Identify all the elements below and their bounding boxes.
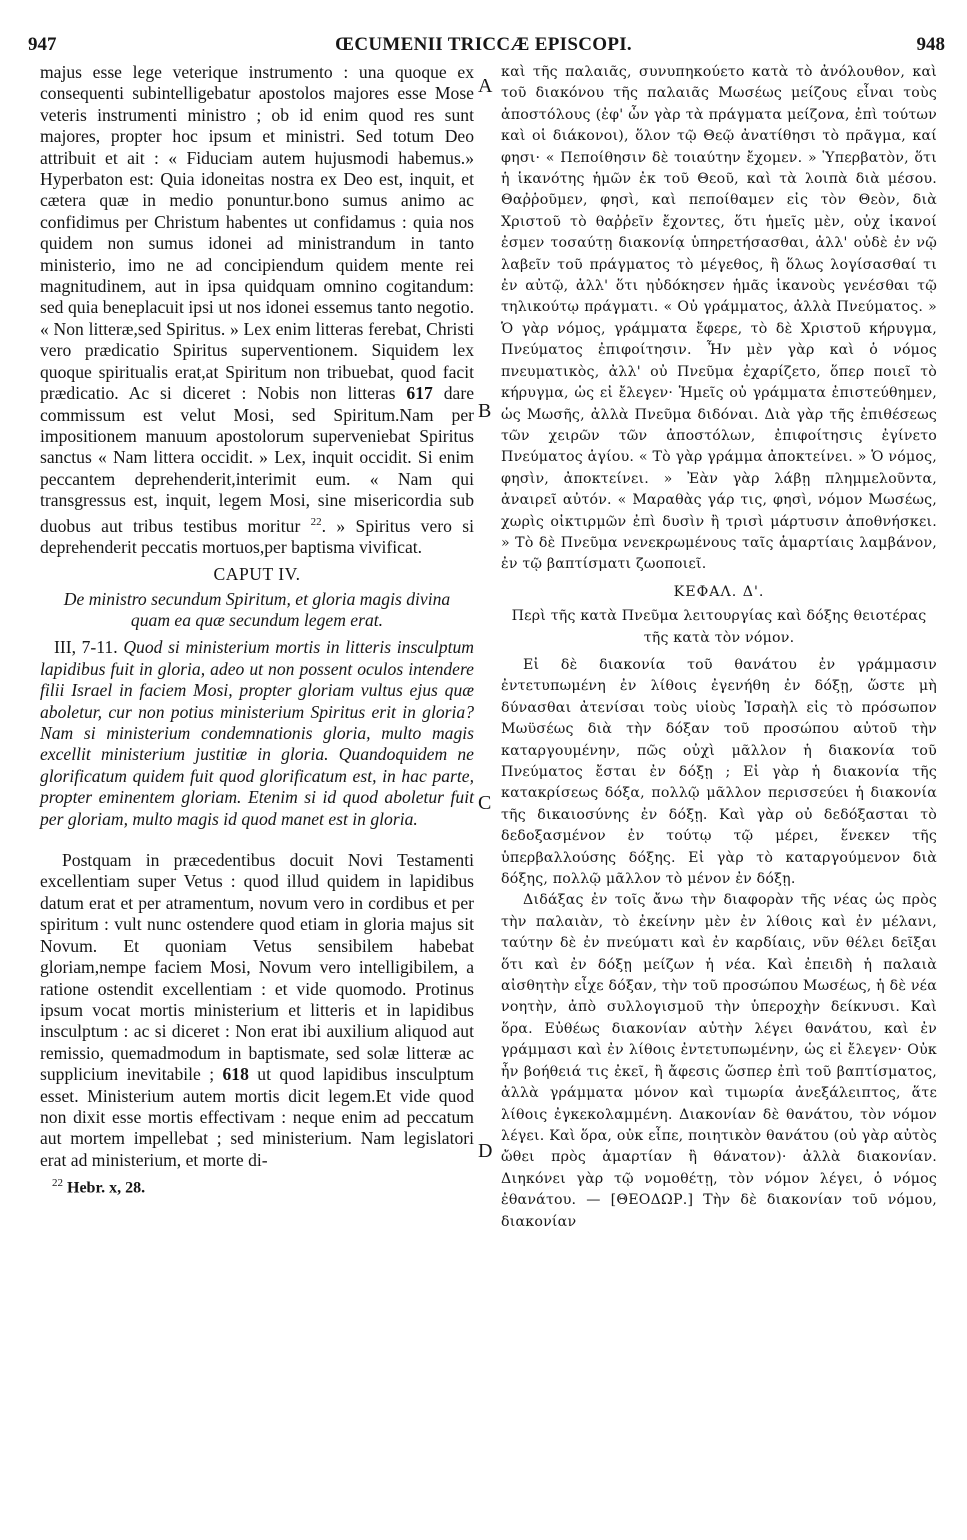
verse-text: Quod si ministerium mortis in litteris insculptum lapidibus fuit in gloria, adeo ut non possent oculos intendere filii Israel in faciem Mosi, propter gloriam vultus ejus quæ aboletur, cur non potius ministerium Spiritus erit in gloria? Nam si ministerium condemnationis gloria, multo magis excellit ministerium justitiæ in gloria. Quandoquidem ne glorificatum quidem fuit quod glorificatum est, in hac parte, propter eminentem gloriam. Etenim si id quod aboletur fuit per gloriam, multo magis id quod manet est in gloria.: [40, 637, 474, 829]
greek-column: [501, 62, 937, 1233]
source-tag: [ΘΕΟΔΩΡ.]: [610, 1192, 694, 1209]
page-header: [0, 0, 967, 62]
scripture-verse: [40, 637, 474, 830]
latin-text: . » Spiritus vero si deprehenderit peccatis mortuos,per baptisma vivificat.: [40, 515, 474, 557]
greek-paragraph: [501, 890, 937, 1233]
margin-marker-d: D: [478, 1140, 493, 1162]
footnote: [40, 1173, 474, 1199]
page-number-right: 948: [916, 34, 945, 55]
greek-paragraph: καὶ τῆς παλαιᾶς, συνυπηκούετο κατὰ τὸ ἀνόλουθον, καὶ τοῦ διακόνου τῆς παλαιᾶς Μωσέως μείζους εἶναι τοὺς ἀποστόλους (ἐφ' ὧν γὰρ τὰ πράγματα μείζονα, ἐπὶ τούτων καὶ οἱ διάκονοι), ὅλον τῷ Θεῷ ἀνατίθησι τὸ πρᾶγμα, καί φησι· « Πεποίθησιν δὲ τοιαύτην ἔχομεν. » Ὑπερβατὸν, ὅτι ἡ ἱκανότης ἡμῶν ἐκ τοῦ Θεοῦ, καὶ τὰ λοιπὰ διὰ μέσου. Θαῤῥοῦμεν, φησὶ, καὶ πεποίθαμεν εἰς τὸν Θεὸν, διὰ Χριστοῦ τὸ θαῤῥεῖν ἔχοντες, ὅτι ἡμεῖς μὲν, οὐχ ἱκανοί ἐσμεν τοσαύτῃ διακονίᾳ ὑπηρετήσασθαι, ἀλλ' οὐδὲ ἐν νῷ λαβεῖν τοῦ πράγματος τὸ μέγεθος, ἢ ὅλως λογίσασθαί τι ἐν αὐτῷ, ἀλλ' ὅτι ηὐδόκησεν ἡμᾶς ἱκανοὺς γενέσθαι τῷ τηλικούτῳ πράγματι. « Οὐ γράμματος, ἀλλὰ Πνεύματος. » Ὁ γὰρ νόμος, γράμματα ἔφερε, τὸ δὲ Χριστοῦ κήρυγμα, Πνεύματος ἐπιφοίτησιν. Ἦν μὲν γὰρ καὶ ὁ νόμος πνευματικὸς, ἀλλ' οὐ Πνεῦμα ἐχαρίζετο, ὅπερ ποιεῖ τὸ κήρυγμα, ὡς εἰ ἔλεγεν· Ἡμεῖς οὐ γράμματα ἐπιστεύθημεν, ὡς Μωσῆς, ἀλλὰ Πνεῦμα διδόναι. Διὰ γὰρ τῆς ἐπιθέσεως τῶν χειρῶν τῶν ἀποστόλων, ἐπιφοίτησις ἐγίνετο Πνεύματος ἁγίου. « Τὸ γὰρ γράμμα ἀποκτείνει. » Ὁ νόμος, φησὶν, ἀποκτείνει. » Ἐὰν γὰρ λάβῃ πλημμελοῦντα, ἀναιρεῖ αὐτόν. « Μαραθὰς γάρ τις, φησὶ, νόμον Μωσέως, χωρὶς οἰκτιρμῶν ἐπὶ δυσὶν ἢ τρισὶ μάρτυσιν ἀποθνήσκει. » Τὸ δὲ Πνεῦμα νενεκρωμένους ταῖς ἁμαρτίαις λαμβάνον, ἐν τῷ βαπτίσματι ζωοποιεῖ.: [501, 64, 937, 573]
latin-paragraph: [40, 62, 474, 558]
latin-paragraph: [40, 850, 474, 1171]
chapter-heading: CAPUT IV.: [213, 564, 301, 585]
greek-chapter-heading: ΚΕΦΑΛ. Δ'.: [673, 583, 765, 600]
spacer: [40, 830, 474, 850]
greek-text: Τὴν δὲ διακονίαν τοῦ νόμου, διακονίαν: [501, 1192, 937, 1230]
running-title: ŒCUMENII TRICCÆ EPISCOPI.: [335, 34, 632, 55]
margin-marker-c: C: [478, 792, 492, 814]
latin-text: majus esse lege veterique instrumento : una quoque ex consequenti subintelligebatur apostolos majores esse Mose veteris instrumenti ministro ; ob id enim quod res sunt majores, propter hoc ipsum et ministri. Sed totum Deo attribuit et ait : « Fiduciam autem hujusmodi habemus.» Hyperbaton est: Quia idoneitas nostra ex Deo est, inquit, et cætera quæ in medio ponuntur.bono sumus animo ac confidimus per Christum habentes ut confidamus : quia nos quidem non sumus idonei ad ministrandum in tanto ministerio, imo ne ad concipiendum quidem mente rei magnitudinem, aut in ipsa quidquam omnino cogitandum: sed quia beneplacuit ipsi ut nos idonei essemus tanto negotio. « Non litteræ,sed Spiritus. » Lex enim litteras ferebat, Christi vero prædicatio Spiritus superventionem. Siquidem lex quoque spiritualis erat,at Spiritum non tribuebat, quod facit prædicatio. Ac si diceret : Nobis non litteras: [40, 62, 474, 404]
page-reference: 618: [222, 1064, 249, 1085]
margin-marker-b: B: [478, 400, 492, 422]
page-reference: 617: [406, 383, 433, 404]
latin-column: [40, 62, 474, 1199]
greek-text: Διδάξας ἐν τοῖς ἄνω τὴν διαφορὰν τῆς νέας ὡς πρὸς τὴν παλαιὰν, τὸ ἐκείνην μὲν ἐν λίθοις καὶ ἐν μέλανι, ταύτην δὲ ἐν πνεύματι καὶ ἐν καρδίαις, νῦν θέλει δεῖξαι ὅτι καὶ ἐν δόξῃ μείζων ἡ νέα. Καὶ ἐπειδὴ ἡ παλαιὰ αἰσθητὴν εἶχε δόξαν, τὴν τοῦ προσώπου Μωσέως, ἡ δὲ νέα νοητὴν, ἀπὸ συλλογισμοῦ τὴν ὑπεροχὴν δείκνυσι. Καὶ ὅρα. Εὐθέως διακονίαν αὐτὴν λέγει θανάτου, καὶ ἐν γράμμασι καὶ ἐν λίθοις ἐντετυπωμένην, ὡς εἰ ἔλεγεν· Οὐκ ἦν βοήθειά τις ἐκεῖ, ἢ ἄφεσις ὥσπερ ἐπὶ τοῦ βαπτίσματος, ἀλλὰ γράμματα μόνον καὶ τιμωρία ἀνεξάλειπτος, ἅτε λίθοις ἐγκεκολαμμένη. Διακονίαν δὲ θανάτου, τὸν νόμον λέγει. Καὶ ὅρα, οὐκ εἶπε, ποιητικὸν θανάτου (οὐ γὰρ αὐτὸς ὤθει πρὸς ἁμαρτίαν ἢ θάνατον)· ἀλλὰ διακονίαν. Διηκόνει γὰρ τῷ νομοθέτῃ, τὸν νόμον λέγει, ὁ νόμος ἐθανάτου. —: [501, 892, 938, 1209]
greek-chapter-title: Περὶ τῆς κατὰ Πνεῦμα λειτουργίας καὶ δόξης θειοτέρας τῆς κατὰ τὸν νόμον.: [511, 608, 927, 646]
margin-marker-a: A: [478, 75, 493, 97]
page-number-left: 947: [28, 34, 57, 55]
footnote-text: Hebr. x, 28.: [67, 1179, 146, 1197]
verse-reference: III, 7-11.: [54, 637, 118, 658]
footnote-marker: 22: [310, 515, 322, 528]
greek-verse: Εἰ δὲ διακονία τοῦ θανάτου ἐν γράμμασιν ἐντετυπωμένη ἐν λίθοις ἐγενήθη ἐν δόξῃ, ὥστε μὴ δύνασθαι ἀτενίσαι τοὺς υἱοὺς Ἰσραὴλ εἰς τὸ πρόσωπον Μωϋσέως διὰ τὴν δόξαν τοῦ προσώπου αὐτοῦ τὴν καταργουμένην, πῶς οὐχὶ μᾶλλον ἡ διακονία τοῦ Πνεύματος ἔσται ἐν δόξῃ ; Εἰ γὰρ ἡ διακονία τῆς κατακρίσεως δόξα, πολλῷ μᾶλλον περισσεύει ἡ διακονία τῆς δικαιοσύνης ἐν δόξῃ. Καὶ γὰρ οὐ δεδόξασται τὸ δεδοξασμένον ἐν τούτῳ τῷ μέρει, ἕνεκεν τῆς ὑπερβαλλούσης δόξης. Εἰ γὰρ τὸ καταργούμενον διὰ δόξης, πολλῷ μᾶλλον τὸ μένον ἐν δόξῃ.: [501, 656, 937, 888]
chapter-title: De ministro secundum Spiritum, et gloria magis divina quam ea quæ secundum legem erat.: [63, 588, 451, 631]
footnote-number: 22: [52, 1177, 63, 1190]
latin-text: Postquam in præcedentibus docuit Novi Testamenti excellentiam super Vetus : quod illud quidem in lapidibus datum erat et per atramentum, novum vero in cordibus et per spiritum : vult nunc ostendere quod etiam in gloria majus sit Novum. Et quoniam Vetus sensibilem habebat gloriam,nempe faciem Mosi, Novum vero intelligibilem, a ratione ostendit excellentiam : et vide quomodo. Protinus ipsum vocat mortis ministerium et litteris et in lapidibus insculptum : ac si diceret : Non erat ibi auxilium aliquod aut remissio, quemadmodum in baptismate, sed solæ litteræ ac supplicium inevitabile ;: [40, 850, 474, 1085]
latin-text: ut quod lapidibus insculptum esset. Ministerium autem mortis dicit legem.Et vide quod non dixit esse mortis effectivam : neque enim ad peccatum aut mortem impellebat ; sed ministerium. Nam legislatori erat ad ministerium, et morte di-: [40, 1064, 474, 1170]
latin-text: dare commissum est velut Mosi, sed Spiritum.Nam per impositionem manuum apostolorum superveniebat Spiritus sanctus « Nam littera occidit. » Lex, inquit occidit. Si enim peccantem deprehenderit,interimit eum. « Nam qui transgressus est, inquit, legem Mosi, sine misericordia sub duobus aut tribus testibus moritur: [40, 383, 475, 536]
